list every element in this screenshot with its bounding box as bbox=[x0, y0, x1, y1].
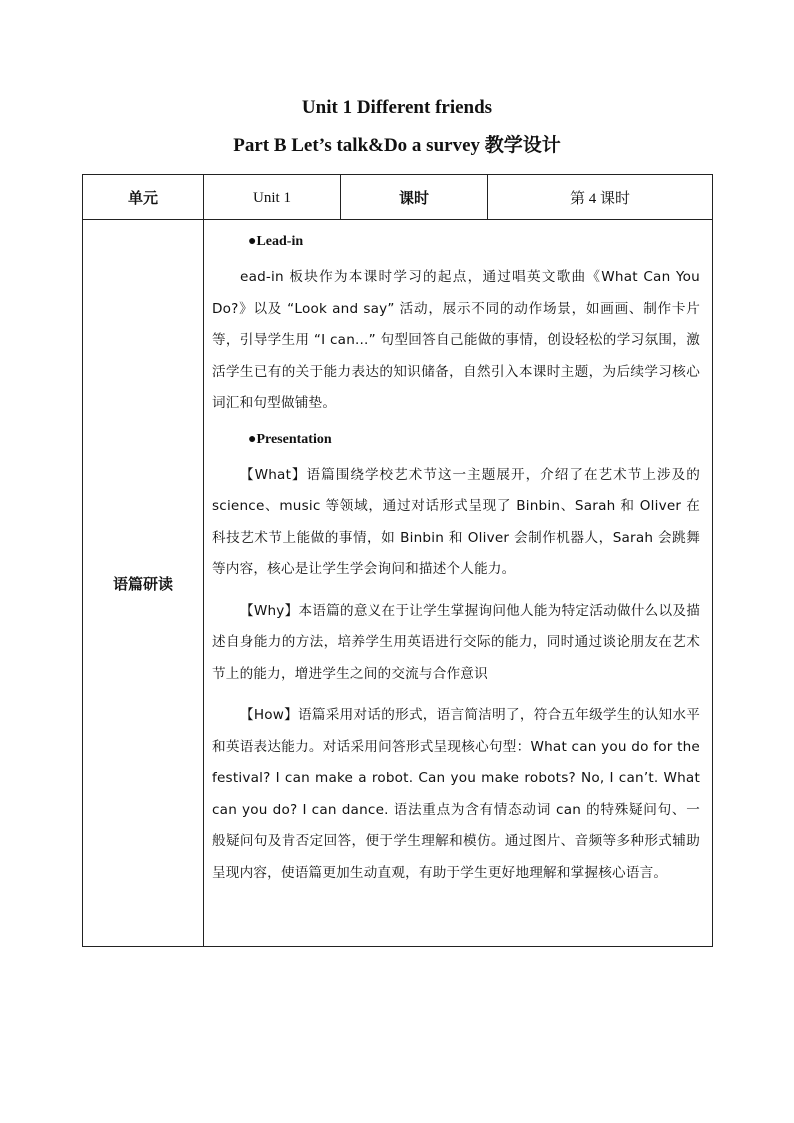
lesson-plan-table bbox=[82, 174, 713, 947]
text-analysis-row bbox=[83, 220, 713, 947]
document-title: Unit 1 Different friends bbox=[301, 97, 493, 118]
lesson-value-cell bbox=[488, 175, 713, 220]
lesson-label-cell bbox=[341, 175, 488, 220]
row-label: 语篇研读 bbox=[112, 574, 173, 593]
header-row bbox=[83, 175, 713, 220]
unit-value-cell bbox=[204, 175, 341, 220]
how-paragraph: 【How】语篇采用对话的形式，语言简洁明了，符合五年级学生的认知水平和英语表达能力。对话采用问答形式呈现核心句型：What can you do for the festival? I can make a robot. Can you make robots? No, I can’t. What can you do? I can dance. 语法重点为含有情态动词 can 的特殊疑问句、一般疑问句及肯否定回答，便于学生理解和模仿。通过图片、音频等多种形式辅助呈现内容，使语篇更加生动直观，有助于学生更好地理解和掌握核心语言。 bbox=[212, 707, 700, 881]
lesson-label: 课时 bbox=[398, 188, 429, 207]
presentation-heading: ●Presentation bbox=[248, 431, 332, 447]
unit-label-cell bbox=[83, 175, 204, 220]
unit-value: Unit 1 bbox=[253, 189, 291, 206]
content-cell bbox=[204, 220, 713, 947]
unit-label: 单元 bbox=[127, 188, 158, 207]
document-subtitle: Part B Let’s talk&Do a survey 教学设计 bbox=[233, 135, 561, 156]
leadin-paragraph: ead-in 板块作为本课时学习的起点，通过唱英文歌曲《What Can You Do?》以及 “Look and say” 活动，展示不同的动作场景，如画画、制作卡片等，引导学生用 “I can...” 句型回答自己能做的事情，创设轻松的学习氛围，激活学生已有的关于能力表达的知识储备，自然引入本课时主题，为后续学习核心词汇和句型做铺垫。 bbox=[212, 269, 700, 411]
leadin-heading: ●Lead-in bbox=[248, 234, 304, 249]
why-paragraph: 【Why】本语篇的意义在于让学生掌握询问他人能为特定活动做什么以及描述自身能力的方法，培养学生用英语进行交际的能力，同时通过谈论朋友在艺术节上的能力，增进学生之间的交流与合作意识 bbox=[212, 602, 700, 682]
what-paragraph: 【What】语篇围绕学校艺术节这一主题展开，介绍了在艺术节上涉及的 science、music 等领域，通过对话形式呈现了 Binbin、Sarah 和 Oliver 在科技艺术节上能做的事情，如 Binbin 和 Oliver 会制作机器人，Sarah 会跳舞等内容，核心是让学生学会询问和描述个人能力。 bbox=[212, 466, 700, 577]
row-label-cell bbox=[83, 220, 204, 947]
lesson-value: 第 4 课时 bbox=[569, 190, 630, 207]
